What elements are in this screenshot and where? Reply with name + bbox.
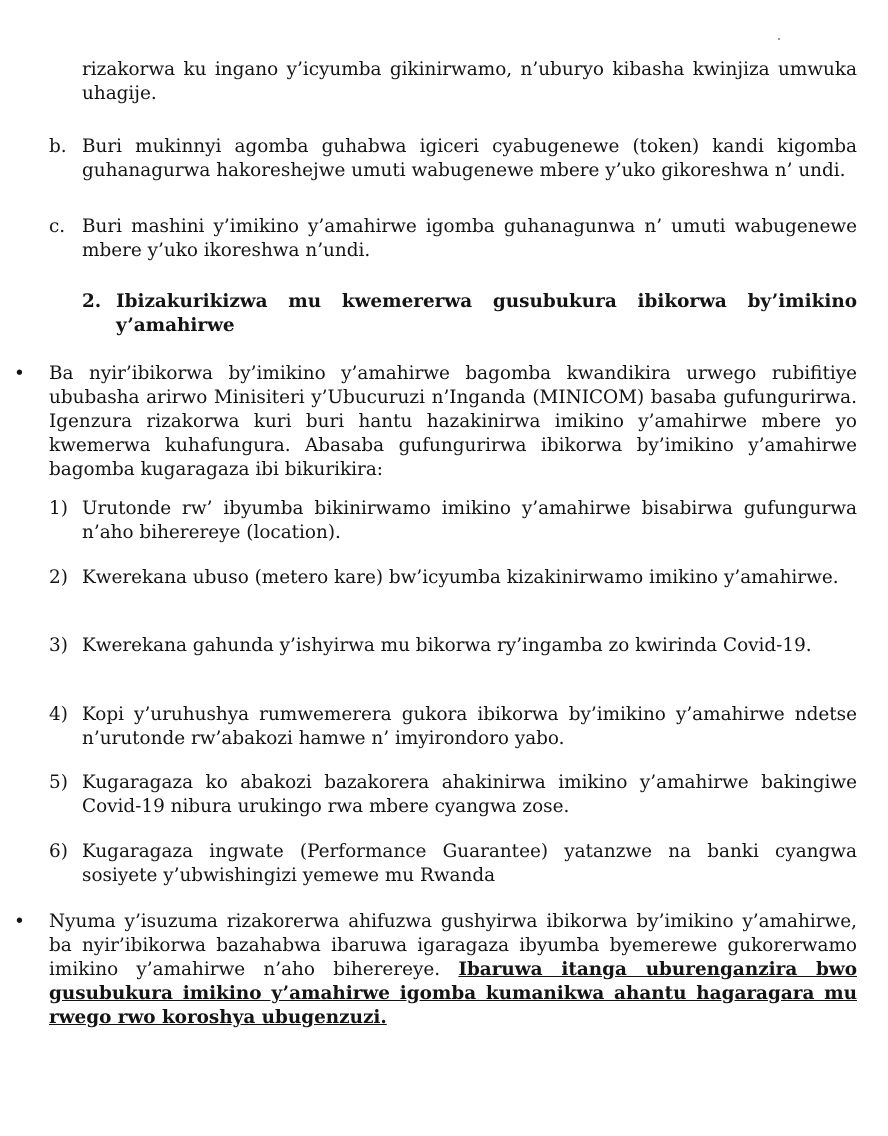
bullet-icon: • — [14, 363, 25, 384]
scan-speck — [778, 38, 780, 40]
item-text: Urutonde rw’ ibyumba bikinirwamo imikino y’amahirwe bisabirwa gufungurwa n’aho biherereye (location). — [82, 498, 857, 543]
item-marker: 3) — [49, 635, 68, 656]
item-text: Kugaragaza ko abakozi bazakorera ahakinirwa imikino y’amahirwe bakingiwe Covid-19 nibura urukingo rwa mbere cyangwa zose. — [82, 772, 857, 817]
bullet-icon: • — [14, 911, 25, 932]
section-title: Ibizakurikizwa mu kwemererwa gusubukura ibikorwa by’imikino y’amahirwe — [116, 291, 857, 336]
item-text: Buri mashini y’imikino y’amahirwe igomba guhanagunwa n’ umuti wabugenewe mbere y’uko ikoreshwa n’undi. — [82, 216, 857, 261]
item-text: Kopi y’uruhushya rumwemerera gukora ibikorwa by’imikino y’amahirwe ndetse n’urutonde rw’abakozi hamwe n’ imyirondoro yabo. — [82, 704, 857, 749]
item-text: Kwerekana gahunda y’ishyirwa mu bikorwa ry’ingamba zo kwirinda Covid-19. — [82, 635, 812, 656]
section-number: 2. — [82, 291, 102, 312]
item-marker: 1) — [49, 498, 68, 519]
item-marker: 4) — [49, 704, 68, 725]
item-text: Buri mukinnyi agomba guhabwa igiceri cyabugenewe (token) kandi kigomba guhanagurwa hakoreshejwe umuti wabugenewe mbere y’uko gikoreshwa n’ undi. — [82, 136, 857, 181]
item-marker: 6) — [49, 841, 68, 862]
bullet-text: Ba nyir’ibikorwa by’imikino y’amahirwe bagomba kwandikira urwego rubifitiye ububasha arirwo Minisiteri y’Ubucuruzi n’Inganda (MINICOM) basaba gufungurirwa. Igenzura rizakorwa kuri buri hantu hazakinirwa imikino y’amahirwe mbere yo kwemerwa kuhafungura. Abasaba gufungurirwa ibikorwa by’imikino y’amahirwe bagomba kugaragaza ibi bikurikira: — [49, 363, 857, 480]
intro-continuation: rizakorwa ku ingano y’icyumba gikinirwamo, n’uburyo kibasha kwinjiza umwuka uhagije. — [82, 59, 857, 104]
item-marker: 5) — [49, 772, 68, 793]
bullet-text-body: Nyuma y’isuzuma rizakorerwa ahifuzwa gushyirwa ibikorwa by’imikino y’amahirwe, ba nyir’ibikorwa bazahabwa ibaruwa igaragaza ibyumba byemerewe gukorerwamo imikino y’amahirwe n’aho biherereye. — [49, 911, 857, 980]
item-marker: c. — [49, 216, 66, 237]
item-marker: b. — [49, 136, 67, 157]
item-marker: 2) — [49, 567, 68, 588]
item-text: Kwerekana ubuso (metero kare) bw’icyumba kizakinirwamo imikino y’amahirwe. — [82, 567, 839, 588]
item-text: Kugaragaza ingwate (Performance Guarantee) yatanzwe na banki cyangwa sosiyete y’ubwishingizi yemewe mu Rwanda — [82, 841, 857, 886]
bullet-text — [49, 910, 857, 1030]
emphasis-text: Ibaruwa itanga uburenganzira bwo gusubukura imikino y’amahirwe igomba kumanikwa ahantu hagaragara mu rwego rwo koroshya ubugenzuzi. — [49, 959, 857, 1028]
